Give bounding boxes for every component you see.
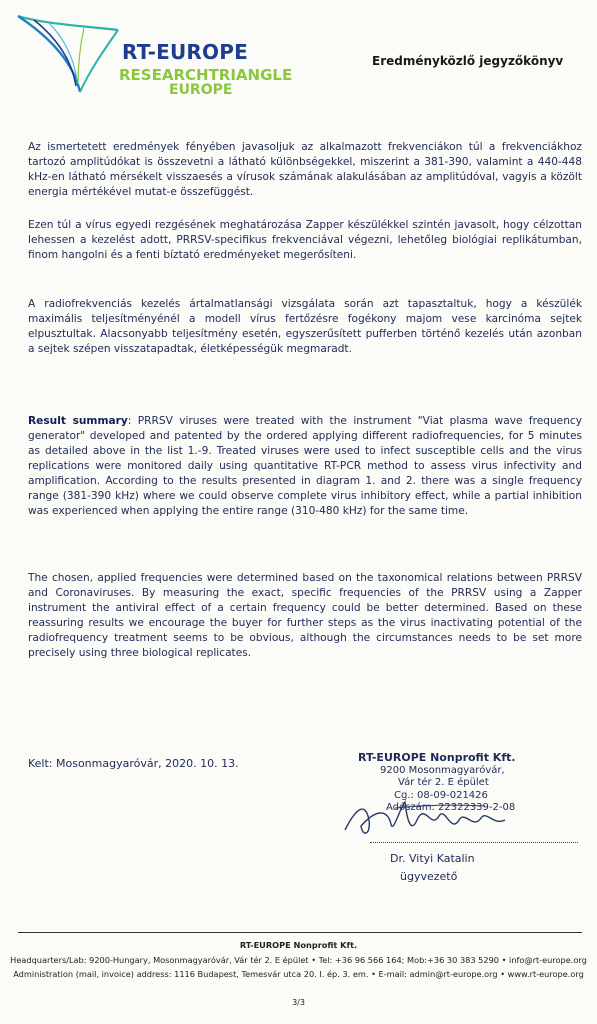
company-logo	[14, 10, 304, 96]
signature-line	[370, 842, 578, 843]
logo-text-secondary: RESEARCHTRIANGLE	[119, 66, 293, 84]
paragraph-1: Az ismertetett eredmények fényében javasoljuk az alkalmazott frekvenciákon túl a frekvenciákhoz tartozó amplitúdókat is összevetni a látható különbségekkel, miszerint a 381-390, valamint a 440-448 kHz-en látható mérsékelt visszaesés a vírusok számának alakulásában az amplitúdóval, vagyis a közölt energia mértékével mutat-e összefüggést.	[28, 141, 582, 198]
footer-administration: Administration (mail, invoice) address: 1116 Budapest, Temesvár utca 20. I. ép. 3. em. • E-mail: admin@rt-europe.org • www.rt-europe.org	[13, 969, 584, 979]
paragraph-3: A radiofrekvenciás kezelés ártalmatlansági vizsgálata során azt tapasztaltuk, hogy a készülék maximális teljesítményénél a modell vírus fertőzésre fogékony majom vese karcinóma sejtek elpusztultak. Alacsonyabb teljesítmény esetén, egyszerűsített pufferben történő kezelés után azonban a sejtek szépen visszatapadtak, életképességük megmaradt.	[28, 298, 582, 355]
handwritten-signature	[335, 790, 535, 845]
document-title: Eredményközlő jegyzőkönyv	[372, 54, 564, 68]
paragraph-summary	[28, 414, 582, 519]
footer-company: RT-EUROPE Nonprofit Kft.	[239, 940, 358, 950]
logo-text-primary: RT-EUROPE	[122, 40, 248, 64]
logo-triangle-icon	[14, 10, 124, 96]
logo-text-tertiary: EUROPE	[169, 82, 233, 98]
summary-text: : PRRSV viruses were treated with the instrument "Viat plasma wave frequency generator" developed and patented by the ordered applying different radiofrequencies, for 5 minutes as detailed above in the list 1.-9. Treated viruses were used to infect susceptible cells and the virus replications were monitored daily using quantitative RT-PCR method to assess virus infectivity and amplification. According to the results presented in diagram 1. and 2. there was a single frequency range (381-390 kHz) where we could observe complete virus inhibitory effect, while a partial inhibition was experienced when applying the entire range (310-480 kHz) for the same time.	[28, 415, 582, 517]
signer-name: Dr. Vityi Katalin	[390, 852, 475, 865]
signer-role: ügyvezető	[400, 870, 458, 883]
paragraph-5: The chosen, applied frequencies were determined based on the taxonomical relations between PRRSV and Coronaviruses. By measuring the exact, specific frequencies of the PRRSV using a Zapper instrument the antiviral effect of a certain frequency could be better determined. Based on these reassuring results we encourage the buyer for further steps as the virus inactivating potential of the radiofrequency treatment seems to be obvious, although the circumstances needs to be set more precisely using three biological replicates.	[28, 572, 582, 659]
page-number: 3/3	[292, 998, 305, 1007]
stamp-cg: Cg.: 08-09-021426	[394, 789, 488, 801]
stamp-tax: Adószám: 22322339-2-08	[386, 802, 516, 813]
stamp-company: RT-EUROPE Nonprofit Kft.	[358, 751, 516, 764]
stamp-address-2: Vár tér 2. E épület	[398, 777, 489, 788]
stamp-address-1: 9200 Mosonmagyaróvár,	[380, 764, 505, 776]
footer-headquarters: Headquarters/Lab: 9200-Hungary, Mosonmagyaróvár, Vár tér 2. E épület • Tel: +36 96 566 164; Mob:+36 30 383 5290 • info@rt-europe.org	[10, 955, 587, 965]
date-place: Kelt: Mosonmagyaróvár, 2020. 10. 13.	[28, 757, 239, 770]
paragraph-2: Ezen túl a vírus egyedi rezgésének meghatározása Zapper készülékkel szintén javasolt, hogy célzottan lehessen a kezelést adott, PRRSV-specifikus frekvenciával végezni, lehetőleg biológiai replikátumban, finom hangolni és a fenti bíztató eredményeket megerősíteni.	[28, 219, 582, 261]
summary-label: Result summary	[28, 415, 128, 427]
footer-divider	[18, 932, 582, 933]
